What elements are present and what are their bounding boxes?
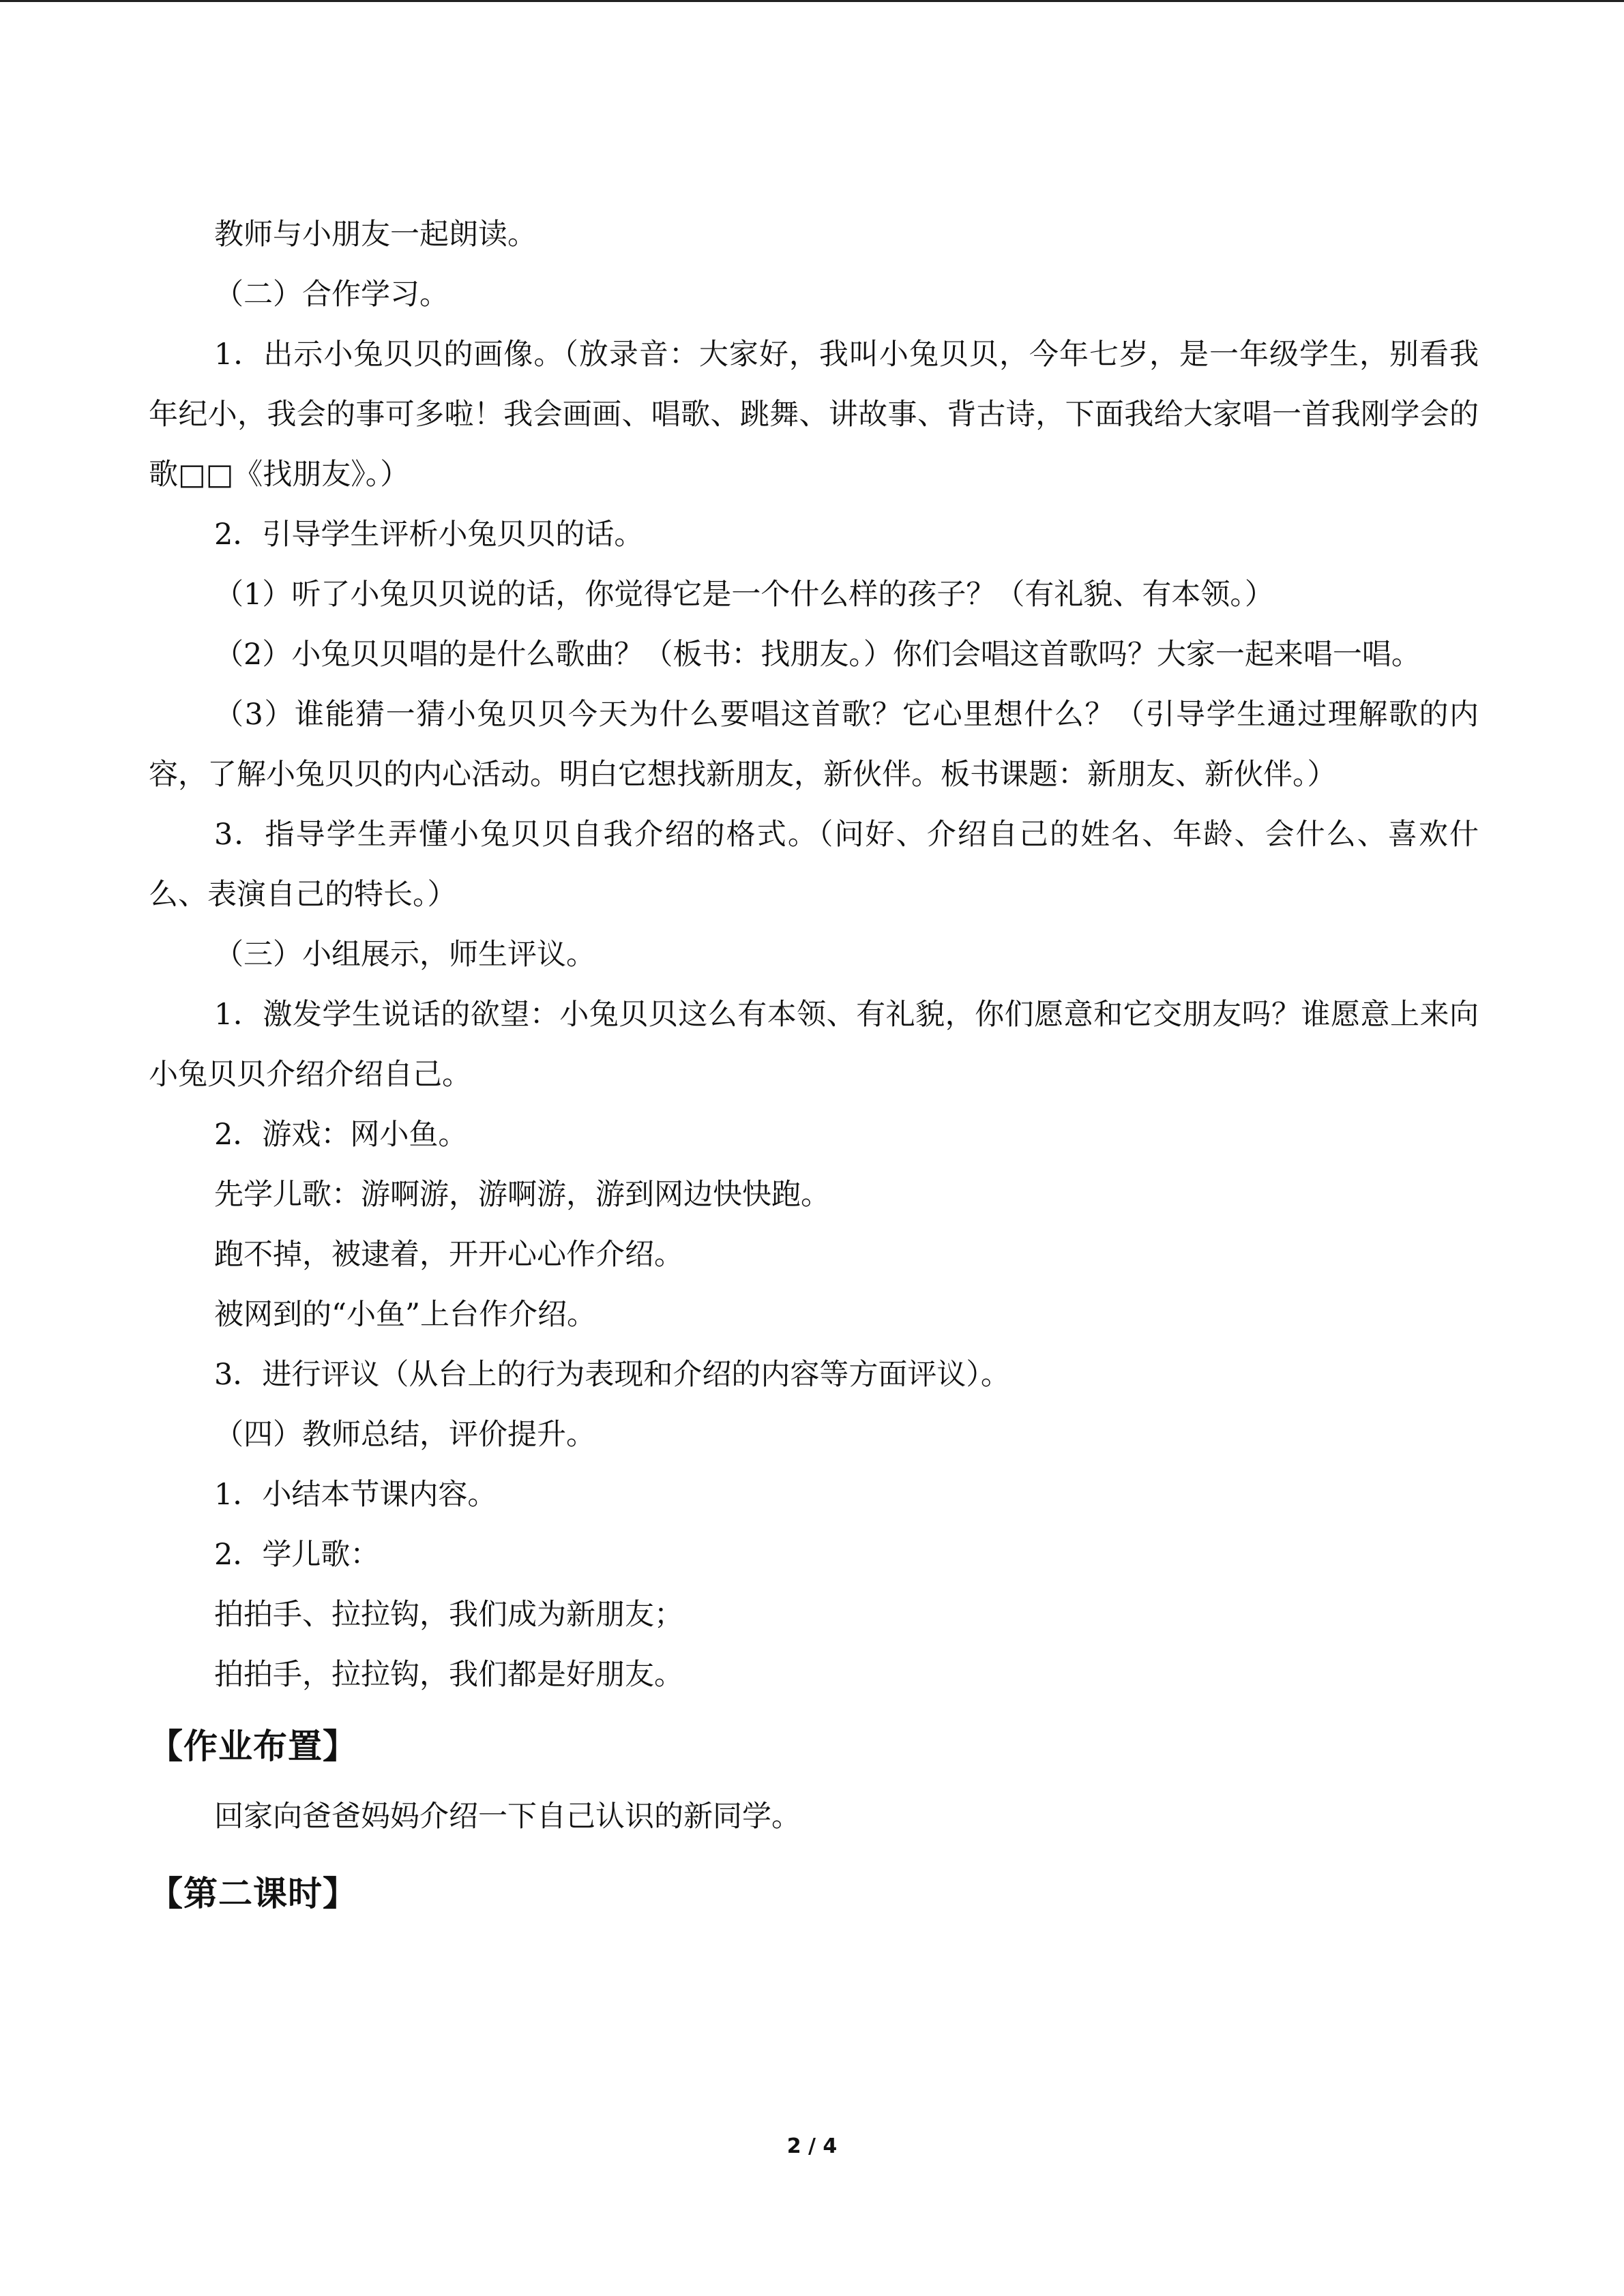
- page-number: 2 / 4: [786, 2134, 838, 2158]
- section-teacher-summary: （四）教师总结，评价提升。: [214, 1418, 595, 1452]
- paragraph-question-3: （3）谁能猜一猜小兔贝贝今天为什么要唱这首歌？它心里想什么？（引导学生通过理解歌的内容，了解小兔贝贝的内心活动。明白它想找新朋友，新伙伴。板书课题：新朋友、新伙伴。）: [149, 698, 1479, 792]
- paragraph-step-3-evaluation: 3．进行评议（从台上的行为表现和介绍的内容等方面评议）。: [214, 1358, 1010, 1392]
- paragraph-rhyme-line-2: 跑不掉，被逮着，开开心心作介绍。: [214, 1238, 683, 1272]
- paragraph-learn-rhyme: 2．学儿歌：: [214, 1538, 380, 1572]
- homework-heading: 【作业布置】: [149, 1727, 357, 1766]
- paragraph-motivate-speaking: 1．激发学生说话的欲望：小兔贝贝这么有本领、有礼貌，你们愿意和它交朋友吗？谁愿意上来向小兔贝贝介绍介绍自己。: [149, 998, 1479, 1092]
- paragraph-step-3-intro-format: 3．指导学生弄懂小兔贝贝自我介绍的格式。（问好、介绍自己的姓名、年龄、会什么、喜欢什么、表演自己的特长。）: [149, 818, 1479, 912]
- paragraph-summary-content: 1．小结本节课内容。: [214, 1478, 497, 1512]
- paragraph-game-fishing: 2．游戏：网小鱼。: [214, 1118, 468, 1152]
- paragraph-rhyme-new-friends: 拍拍手、拉拉钩，我们成为新朋友；: [214, 1598, 683, 1632]
- homework-text: 回家向爸爸妈妈介绍一下自己认识的新同学。: [214, 1800, 801, 1834]
- paragraph-question-2: （2）小兔贝贝唱的是什么歌曲？（板书：找朋友。）你们会唱这首歌吗？大家一起来唱一唱。: [214, 638, 1421, 672]
- paragraph-caught-fish-intro: 被网到的“小鱼”上台作介绍。: [214, 1298, 596, 1332]
- paragraph-step-1-show-portrait: 1．出示小兔贝贝的画像。（放录音：大家好，我叫小兔贝贝，今年七岁，是一年级学生，别看我年纪小，我会的事可多啦！我会画画、唱歌、跳舞、讲故事、背古诗，下面我给大家唱一首我刚学会的歌□□《找朋友》。）: [149, 338, 1479, 492]
- second-lesson-heading: 【第二课时】: [149, 1874, 357, 1913]
- paragraph-rhyme-line-1: 先学儿歌：游啊游，游啊游，游到网边快快跑。: [214, 1178, 830, 1212]
- document-body: [149, 205, 1479, 1931]
- paragraph-read-together: 教师与小朋友一起朗读。: [214, 218, 537, 252]
- paragraph-step-2-analyze-speech: 2．引导学生评析小兔贝贝的话。: [214, 518, 644, 552]
- section-cooperative-learning: （二）合作学习。: [214, 278, 449, 312]
- section-group-presentation: （三）小组展示，师生评议。: [214, 938, 595, 972]
- paragraph-rhyme-good-friends: 拍拍手，拉拉钩，我们都是好朋友。: [214, 1658, 683, 1692]
- paragraph-question-1: （1）听了小兔贝贝说的话，你觉得它是一个什么样的孩子？（有礼貌、有本领。）: [214, 578, 1274, 612]
- top-border-line: [0, 0, 1624, 2]
